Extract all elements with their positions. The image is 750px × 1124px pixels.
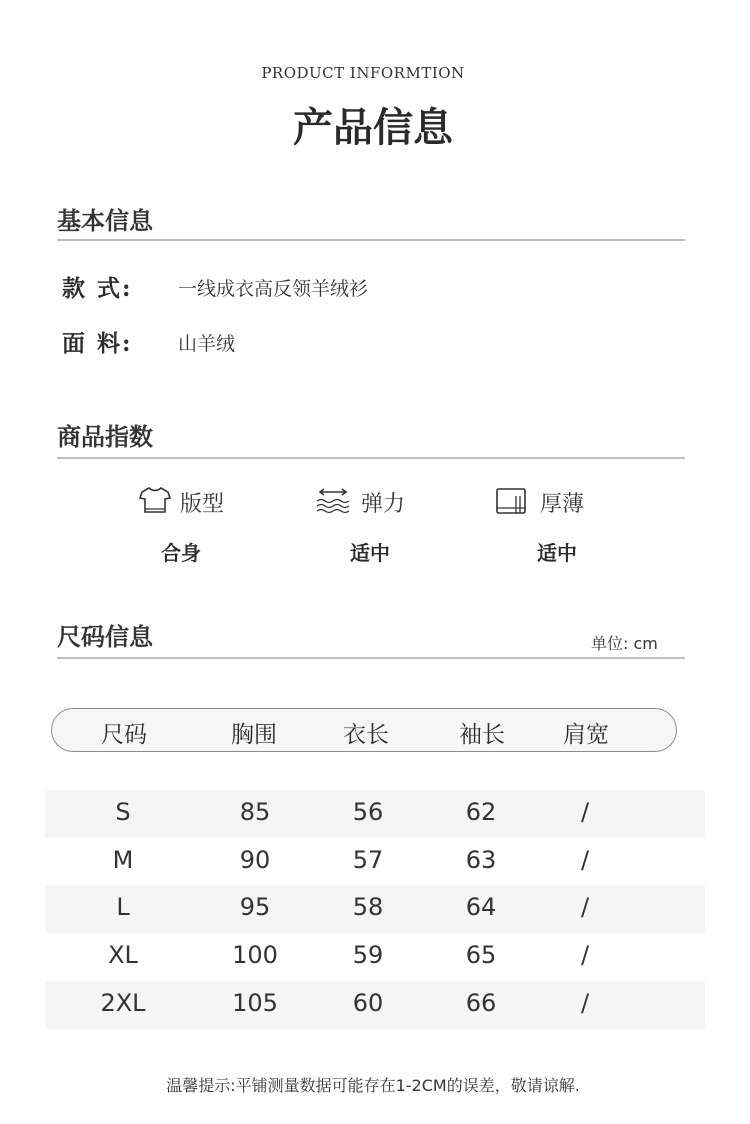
column-header: 胸围 — [231, 722, 277, 748]
fabric-value: 山羊绒 — [178, 333, 236, 355]
divider — [57, 457, 685, 459]
index-value-elasticity: 适中 — [350, 541, 390, 565]
page-title: 产品信息 — [293, 104, 453, 151]
table-cell: 56 — [352, 798, 384, 826]
table-cell: 63 — [465, 846, 497, 874]
section-heading-basic-info: 基本信息 — [57, 206, 153, 235]
table-cell: 65 — [465, 941, 497, 969]
table-cell: 66 — [465, 989, 497, 1017]
page-subtitle: PRODUCT INFORMTION — [261, 64, 465, 82]
table-row — [45, 838, 705, 886]
table-cell: L — [116, 893, 130, 921]
unit-label: 单位: cm — [591, 634, 658, 653]
table-cell: 2XL — [100, 989, 146, 1017]
table-cell: 57 — [352, 846, 384, 874]
table-cell: 95 — [239, 893, 271, 921]
table-cell: / — [580, 893, 590, 921]
tshirt-icon — [138, 485, 172, 519]
divider — [57, 657, 685, 659]
index-title-thickness: 厚薄 — [540, 492, 585, 517]
table-cell: 58 — [352, 893, 384, 921]
table-cell: 90 — [239, 846, 271, 874]
table-row — [45, 933, 705, 981]
table-cell: XL — [108, 941, 138, 969]
column-header: 肩宽 — [563, 722, 609, 748]
table-cell: 105 — [232, 989, 278, 1017]
table-cell: 100 — [232, 941, 278, 969]
column-header: 尺码 — [101, 722, 147, 748]
size-table-header — [51, 708, 677, 752]
table-cell: / — [580, 989, 590, 1017]
table-cell: 85 — [239, 798, 271, 826]
table-row — [45, 981, 705, 1029]
table-cell: 59 — [352, 941, 384, 969]
table-cell: / — [580, 798, 590, 826]
style-label: 款 式: — [62, 275, 133, 302]
index-value-thickness: 适中 — [537, 541, 577, 565]
table-row — [45, 885, 705, 933]
table-cell: / — [580, 846, 590, 874]
fabric-label: 面 料: — [62, 330, 133, 357]
table-cell: 64 — [465, 893, 497, 921]
thickness-icon — [494, 487, 528, 519]
style-value: 一线成衣高反领羊绒衫 — [178, 278, 369, 300]
index-title-elasticity: 弹力 — [361, 492, 406, 517]
measurement-note: 温馨提示:平铺测量数据可能存在1-2CM的误差，敬请谅解. — [166, 1076, 580, 1095]
index-title-fit: 版型 — [180, 492, 225, 517]
table-cell: M — [112, 846, 134, 874]
section-heading-size-info: 尺码信息 — [57, 622, 153, 651]
table-cell: 60 — [352, 989, 384, 1017]
table-cell: 62 — [465, 798, 497, 826]
table-cell: S — [115, 798, 131, 826]
column-header: 袖长 — [459, 722, 505, 748]
table-row — [45, 790, 705, 838]
table-cell: / — [580, 941, 590, 969]
section-heading-product-index: 商品指数 — [57, 422, 153, 451]
index-value-fit: 合身 — [161, 541, 201, 565]
stretch-icon — [315, 487, 351, 519]
divider — [57, 239, 685, 241]
column-header: 衣长 — [343, 722, 389, 748]
